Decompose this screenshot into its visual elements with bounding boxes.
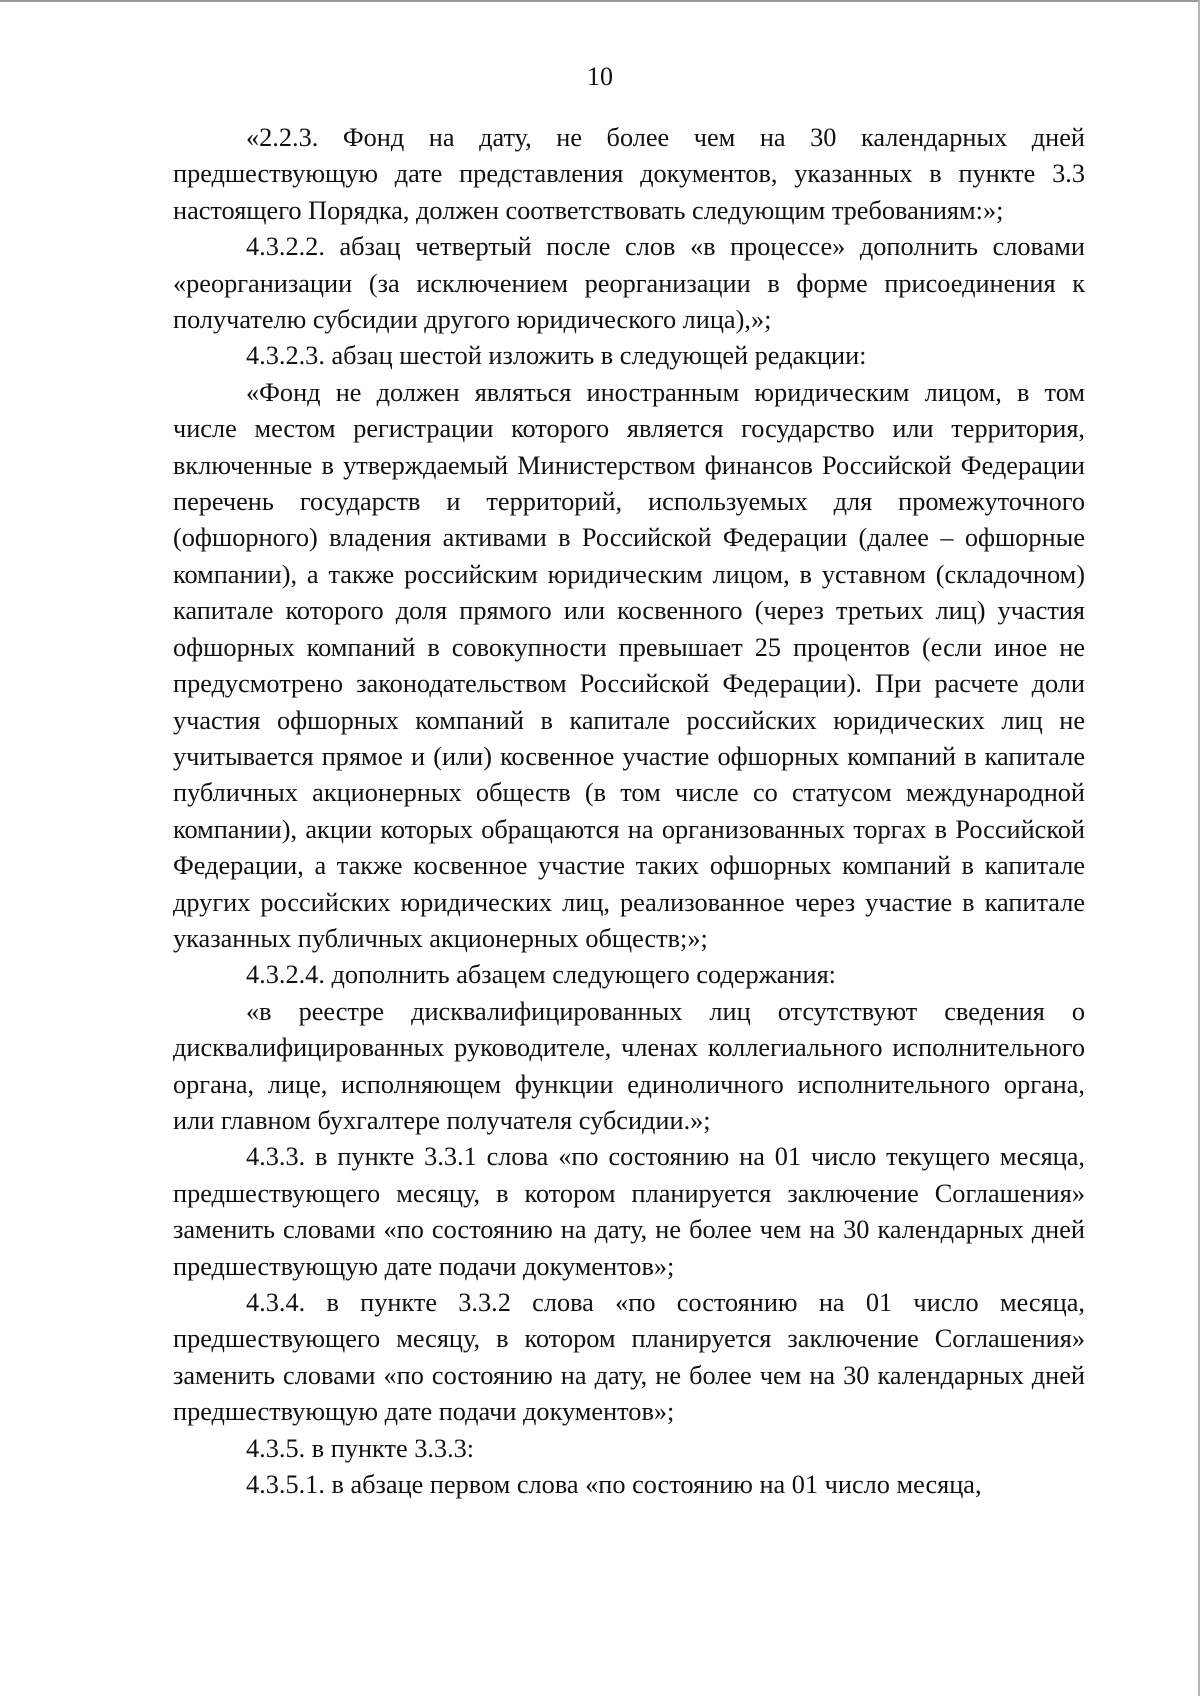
paragraph-2-2-3: «2.2.3. Фонд на дату, не более чем на 30 календарных дней предшествующую дате представления документов, указанных в пункте 3.3 настоящего Порядка, должен соответствовать следующим требованиям:»; <box>173 123 1085 225</box>
paragraph-4-3-5-1: 4.3.5.1. в абзаце первом слова «по состоянию на 01 число месяца, <box>246 1470 982 1500</box>
paragraph-fund-requirements: «Фонд не должен являться иностранным юридическим лицом, в том числе местом регистрации которого является государство или территория, включенные в утверждаемый Министерством финансов Российской Федерации перечень государств и территорий, используемых для промежуточного (офшорного) владения активами в Российской Федерации (далее – офшорные компании), а также российским юридическим лицом, в уставном (складочном) капитале которого доля прямого или косвенного (через третьих лиц) участия офшорных компаний в совокупности превышает 25 процентов (если иное не предусмотрено законодательством Российской Федерации). При расчете доли участия офшорных компаний в капитале российских юридических лиц не учитывается прямое и (или) косвенное участие офшорных компаний в капитале публичных акционерных обществ (в том числе со статусом международной компании), акции которых обращаются на организованных торгах в Российской Федерации, а также косвенное участие таких офшорных компаний в капитале других российских юридических лиц, реализованное через участие в капитале указанных публичных акционерных обществ;»; <box>173 377 1085 953</box>
paragraph-4-3-5: 4.3.5. в пункте 3.3.3: <box>246 1433 475 1463</box>
paragraph-4-3-2-4: 4.3.2.4. дополнить абзацем следующего содержания: <box>246 960 836 990</box>
paragraph-4-3-2-2: 4.3.2.2. абзац четвертый после слов «в процессе» дополнить словами «реорганизации (за исключением реорганизации в форме присоединения к получателю субсидии другого юридического лица),»; <box>173 232 1085 335</box>
paragraph-4-3-2-3: 4.3.2.3. абзац шестой изложить в следующей редакции: <box>246 341 867 371</box>
page-number: 10 <box>587 62 613 91</box>
paragraph-4-3-3: 4.3.3. в пункте 3.3.1 слова «по состоянию на 01 число текущего месяца, предшествующего месяцу, в котором планируется заключение Соглашения» заменить словами «по состоянию на дату, не более чем на 30 календарных дней предшествующую дате подачи документов»; <box>173 1142 1085 1281</box>
document-body <box>173 120 1085 1503</box>
page-top-edge <box>0 0 1200 2</box>
paragraph-4-3-4: 4.3.4. в пункте 3.3.2 слова «по состоянию на 01 число месяца, предшествующего месяцу, в котором планируется заключение Соглашения» заменить словами «по состоянию на дату, не более чем на 30 календарных дней предшествующую дате подачи документов»; <box>173 1288 1085 1427</box>
paragraph-disqualified-registry: «в реестре дисквалифицированных лиц отсутствуют сведения о дисквалифицированных руководителе, членах коллегиального исполнительного органа, лице, исполняющем функции единоличного исполнительного органа, или главном бухгалтере получателя субсидии.»; <box>173 996 1085 1135</box>
